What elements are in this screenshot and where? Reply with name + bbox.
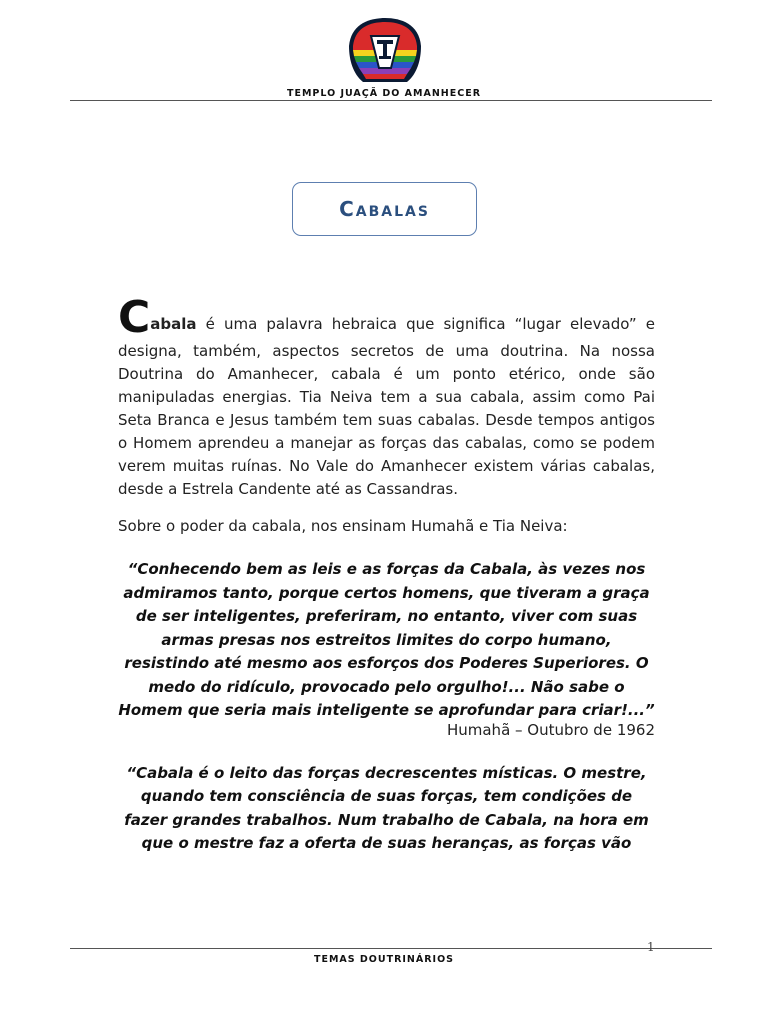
header-temple-name: TEMPLO JUAÇÃ DO AMANHECER xyxy=(286,88,482,99)
quote-2: “Cabala é o leito das forças decrescentes místicas. O mestre, quando tem consciência de suas forças, tem condições de fazer grandes trabalhos. Num trabalho de Cabala, na hora em que o mestre faz a oferta de suas heranças, as forças vão xyxy=(124,763,649,852)
intro-text: é uma palavra hebraica que significa “lugar elevado” e designa, também, aspectos secretos de uma doutrina. Na nossa Doutrina do Amanhecer, cabala é um ponto etérico, onde são manipuladas energias. Tia Neiva tem a sua cabala, assim como Pai Seta Branca e Jesus também tem suas cabalas. Desde tempos antigos o Homem aprendeu a manejar as forças das cabalas, como se podem verem muitas ruínas. No Vale do Amanhecer existem várias cabalas, desde a Estrela Candente até as Cassandras. xyxy=(118,315,655,498)
intro-paragraph xyxy=(118,292,655,501)
document-body xyxy=(118,292,655,856)
header-divider xyxy=(70,100,712,101)
quote-1: “Conhecendo bem as leis e as forças da Cabala, às vezes nos admiramos tanto, porque certos homens, que tiveram a graça de ser inteligentes, preferiram, no entanto, viver com suas armas presas nos estreitos limites do corpo humano, resistindo até mesmo aos esforços dos Poderes Superiores. O medo do ridículo, provocado pelo orgulho!... Não sabe o Homem que seria mais inteligente se aprofundar para criar!...” xyxy=(118,560,655,719)
title-box xyxy=(292,182,477,236)
page-title: Cabalas xyxy=(339,197,430,221)
subtitle-line: Sobre o poder da cabala, nos ensinam Humahã e Tia Neiva: xyxy=(118,517,568,535)
footer-section-name: TEMAS DOUTRINÁRIOS xyxy=(313,954,454,965)
footer-divider xyxy=(70,948,712,949)
intro-bold-word: abala xyxy=(150,315,197,333)
temple-emblem-icon xyxy=(345,16,425,86)
page-number: 1 xyxy=(647,940,655,954)
quote-1-attribution: Humahã – Outubro de 1962 xyxy=(446,720,655,739)
drop-cap: C xyxy=(118,292,151,343)
